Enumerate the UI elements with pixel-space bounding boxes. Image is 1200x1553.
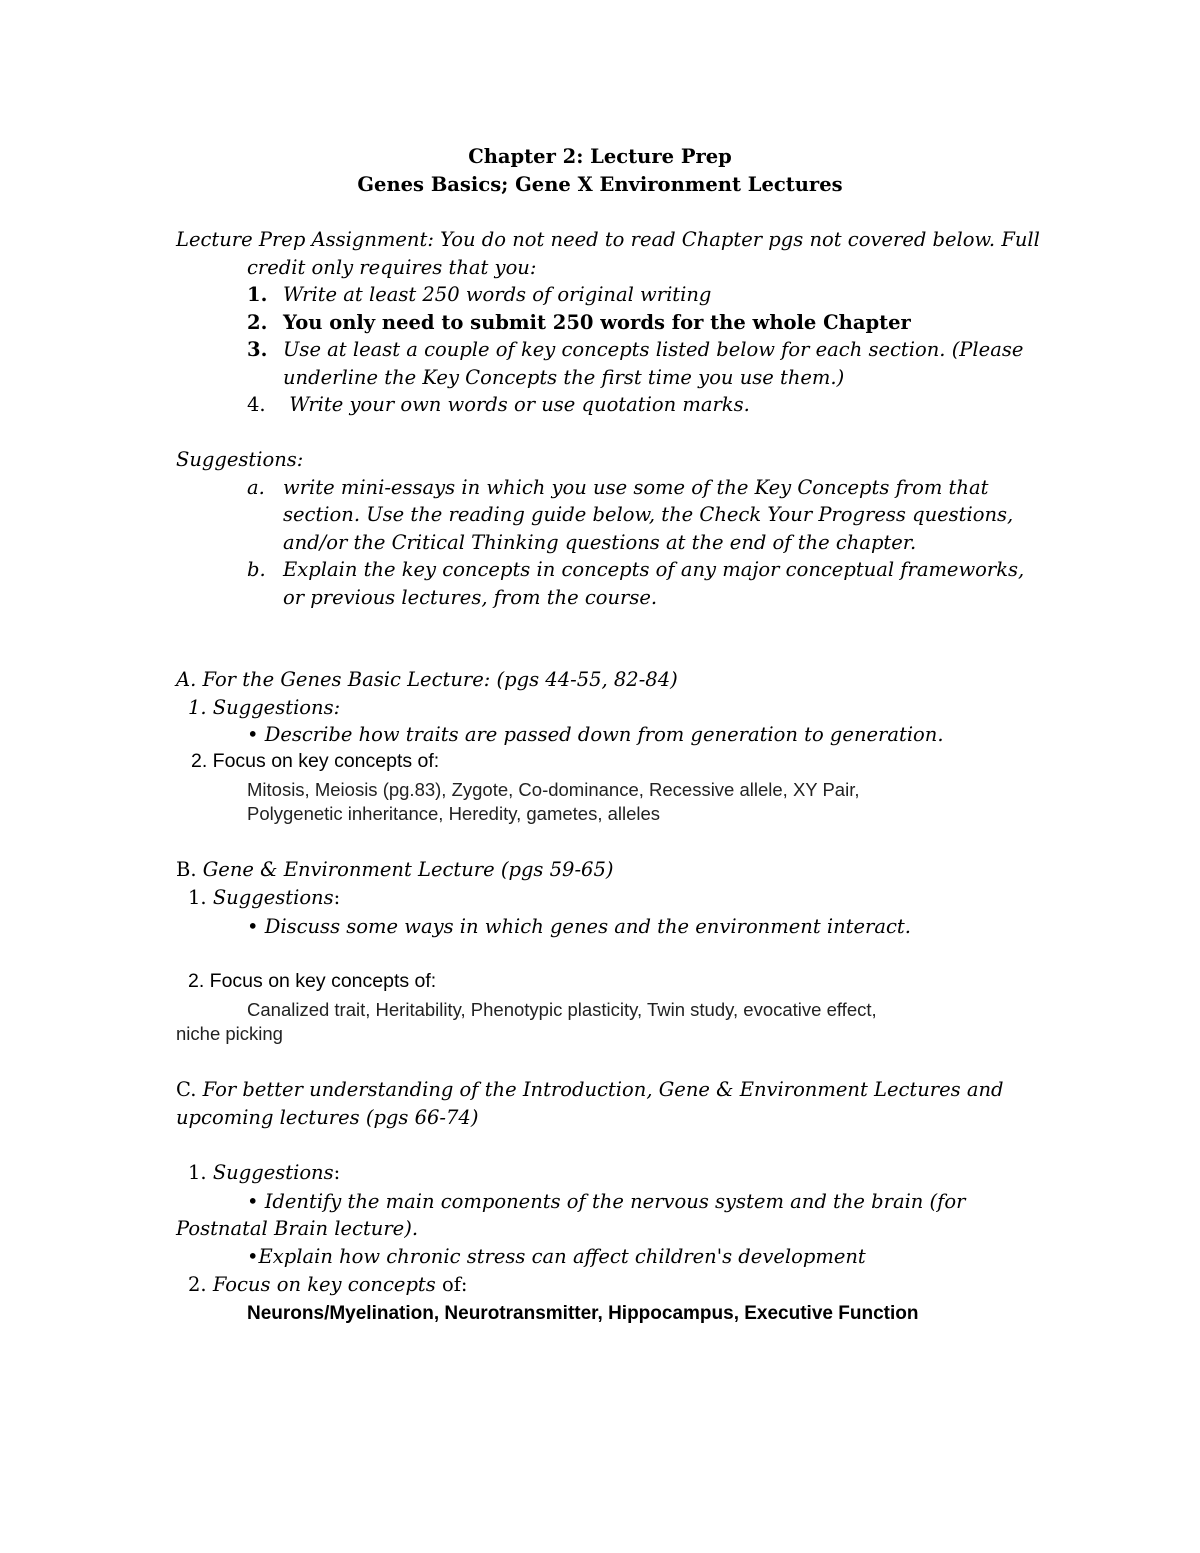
assignment-intro-cont: credit only requires that you:	[247, 256, 537, 279]
label-colon: :	[333, 886, 341, 909]
section-b-heading	[176, 860, 613, 880]
item-number: 2.	[247, 311, 268, 334]
section-a-suggestions-label: 1. Suggestions:	[188, 696, 341, 719]
item-number: 3.	[247, 338, 268, 361]
suggestion-a-line-3: and/or the Critical Thinking questions at the end of the chapter.	[283, 531, 917, 554]
label-number: 1.	[188, 1161, 213, 1184]
label-number: 1.	[188, 886, 213, 909]
section-b-concepts-cont: niche picking	[176, 1023, 283, 1044]
section-a-focus-label: 2. Focus on key concepts of:	[191, 750, 440, 772]
item-number: 1.	[247, 283, 268, 306]
item-text: Write at least 250 words of original writing	[283, 283, 712, 306]
assignment-item-3	[247, 340, 1023, 360]
section-title: Gene & Environment Lecture (pgs 59-65)	[202, 858, 614, 881]
section-c-bullet-2: •Explain how chronic stress can affect children's development	[247, 1245, 866, 1268]
section-b-suggestions-label	[188, 888, 340, 908]
assignment-item-4	[247, 395, 750, 415]
section-letter: B.	[176, 858, 203, 881]
suggestion-a-line-2: section. Use the reading guide below, the Check Your Progress questions,	[283, 503, 1014, 526]
label-text: Suggestions	[212, 1161, 334, 1184]
section-c-bullet-1-cont: Postnatal Brain lecture).	[176, 1217, 419, 1240]
section-a-concepts: Mitosis, Meiosis (pg.83), Zygote, Co-dominance, Recessive allele, XY Pair,	[247, 779, 860, 800]
section-b-focus-label: 2. Focus on key concepts of:	[188, 970, 437, 992]
suggestion-text: write mini-essays in which you use some of the Key Concepts from that	[283, 476, 989, 499]
section-c-focus-label	[188, 1275, 468, 1295]
item-text: Use at least a couple of key concepts listed below for each section. (Please	[283, 338, 1024, 361]
label-colon: :	[333, 1161, 341, 1184]
suggestion-b	[247, 560, 1024, 580]
suggestion-letter: a.	[247, 476, 265, 499]
section-letter: C.	[176, 1078, 203, 1101]
suggestions-heading: Suggestions:	[176, 448, 304, 471]
item-text: You only need to submit 250 words for the whole Chapter	[283, 311, 911, 334]
section-b-concepts: Canalized trait, Heritability, Phenotypic plasticity, Twin study, evocative effect,	[247, 999, 877, 1020]
section-title: For better understanding of the Introduction, Gene & Environment Lectures and	[202, 1078, 1004, 1101]
section-a-concepts-cont: Polygenetic inheritance, Heredity, gametes, alleles	[247, 803, 661, 824]
item-number: 4.	[247, 393, 266, 416]
label-text: Focus on key concepts	[212, 1273, 436, 1296]
label-suffix: of:	[435, 1273, 468, 1296]
assignment-item-2	[247, 313, 911, 333]
item-text: Write your own words or use quotation marks.	[283, 393, 750, 416]
assignment-item-1	[247, 285, 711, 305]
section-b-bullet: • Discuss some ways in which genes and the environment interact.	[247, 915, 911, 938]
section-c-heading	[176, 1080, 1004, 1100]
suggestion-letter: b.	[247, 558, 266, 581]
assignment-item-3-cont: underline the Key Concepts the first time you use them.)	[283, 366, 845, 389]
section-c-bullet-1: • Identify the main components of the nervous system and the brain (for	[247, 1190, 966, 1213]
label-text: Suggestions	[212, 886, 334, 909]
section-a-bullet: • Describe how traits are passed down from generation to generation.	[247, 723, 944, 746]
label-number: 2.	[188, 1273, 213, 1296]
section-a-heading: A. For the Genes Basic Lecture: (pgs 44-55, 82-84)	[176, 668, 678, 691]
suggestion-a	[247, 478, 988, 498]
section-c-suggestions-label	[188, 1163, 340, 1183]
assignment-intro: Lecture Prep Assignment: You do not need to read Chapter pgs not covered below. Full	[176, 228, 1040, 251]
section-c-heading-cont: upcoming lectures (pgs 66-74)	[176, 1106, 479, 1129]
page-subtitle: Genes Basics; Gene X Environment Lectures	[357, 173, 843, 196]
suggestion-text: Explain the key concepts in concepts of any major conceptual frameworks,	[283, 558, 1025, 581]
page-title: Chapter 2: Lecture Prep	[468, 145, 732, 168]
section-c-concepts: Neurons/Myelination, Neurotransmitter, Hippocampus, Executive Function	[247, 1303, 919, 1324]
suggestion-b-line-2: or previous lectures, from the course.	[283, 586, 658, 609]
